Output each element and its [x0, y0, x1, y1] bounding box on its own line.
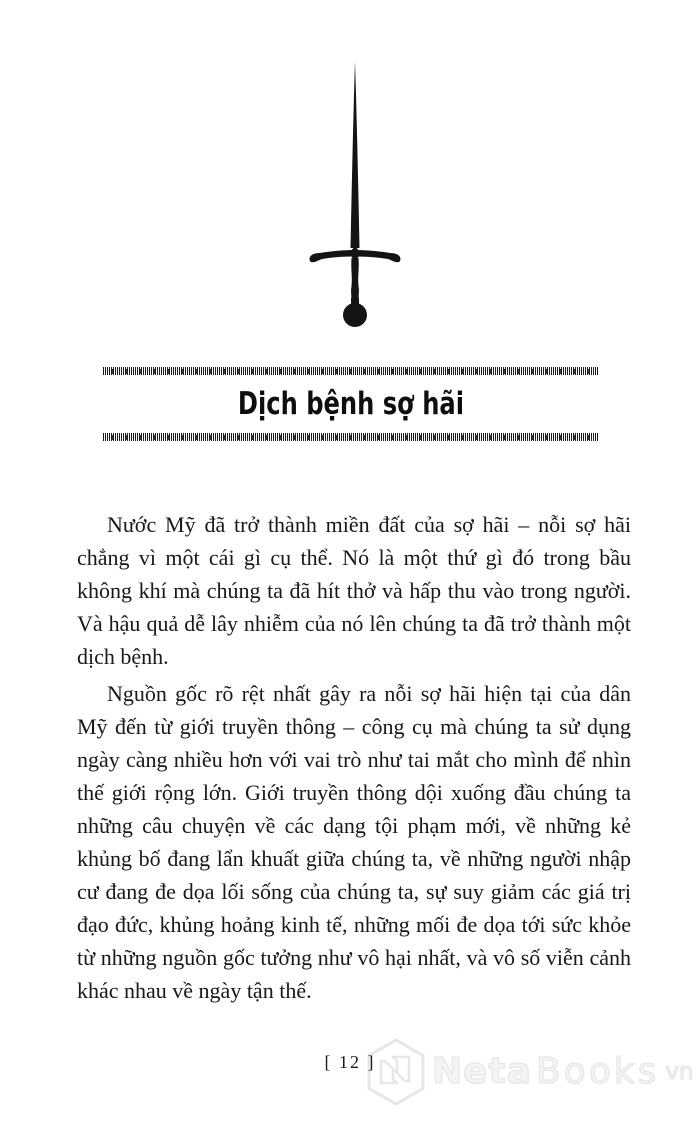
chapter-title-text: Dịch bệnh sợ hãi	[237, 386, 465, 422]
sword-illustration	[280, 50, 430, 340]
sword-icon	[280, 50, 430, 340]
chapter-title	[103, 381, 599, 427]
decorative-rule-top	[103, 367, 599, 375]
decorative-rule-bottom	[103, 433, 599, 441]
watermark-text-books: Books	[536, 1051, 660, 1092]
paragraph-1: Nước Mỹ đã trở thành miền đất của sợ hãi – nỗi sợ hãi chẳng vì một cái gì cụ thể. Nó là một thứ gì đó trong bầu không khí mà chúng ta đã hít thở và hấp thu vào trong người. Và hậu quả dễ lây nhiễm của nó lên chúng ta đã trở thành một dịch bệnh.	[77, 512, 631, 669]
watermark-text-domain: vn	[665, 1058, 694, 1085]
page-body	[77, 508, 631, 1011]
watermark-text-neta: Neta	[432, 1051, 533, 1092]
page-number: [ 12 ]	[324, 1052, 376, 1072]
paragraph-2: Nguồn gốc rõ rệt nhất gây ra nỗi sợ hãi hiện tại của dân Mỹ đến từ giới truyền thông – công cụ mà chúng ta sử dụng ngày càng nhiều hơn với vai trò như tai mắt cho mình để nhìn thế giới rộng lớn. Giới truyền thông dội xuống đầu chúng ta những câu chuyện về các dạng tội phạm mới, về những kẻ khủng bố đang lẩn khuất giữa chúng ta, về những người nhập cư đang đe dọa lối sống của chúng ta, sự suy giảm các giá trị đạo đức, khủng hoảng kinh tế, những mối đe dọa tới sức khỏe từ những nguồn gốc tưởng như vô hại nhất, và vô số viễn cảnh khác nhau về ngày tận thế.	[77, 681, 631, 1003]
